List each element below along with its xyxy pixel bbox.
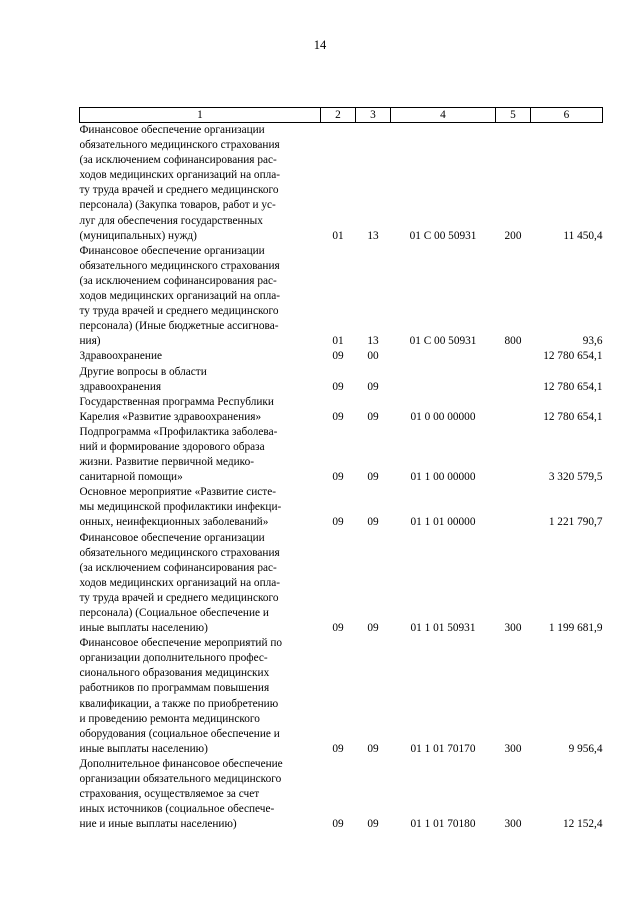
row-subsection: 13 bbox=[367, 335, 379, 348]
table-row bbox=[80, 395, 603, 425]
row-target-article bbox=[391, 349, 496, 364]
header-col-6: 6 bbox=[531, 108, 603, 123]
row-amount: 12 152,4 bbox=[562, 818, 603, 831]
row-expense-kind: 800 bbox=[504, 335, 522, 348]
row-subsection: 13 bbox=[367, 229, 379, 242]
table-row bbox=[80, 531, 603, 637]
row-section: 01 bbox=[332, 229, 344, 242]
budget-table bbox=[79, 107, 603, 832]
row-name: Основное мероприятие «Развитие систе- мы медицинской профилактики инфекци- онных, неинфекционных заболеваний» bbox=[79, 486, 282, 529]
row-expense-kind bbox=[496, 425, 531, 485]
row-name: Другие вопросы в области здравоохранения bbox=[79, 365, 207, 393]
row-name: Государственная программа Республики Карелия «Развитие здравоохранения» bbox=[79, 395, 274, 423]
table-row bbox=[80, 636, 603, 757]
row-expense-kind bbox=[496, 349, 531, 364]
row-amount: 12 780 654,1 bbox=[543, 350, 603, 363]
row-target-article: 01 1 01 00000 bbox=[410, 516, 476, 529]
row-expense-kind: 300 bbox=[504, 742, 522, 755]
table-row bbox=[80, 123, 603, 244]
row-section: 09 bbox=[332, 818, 344, 831]
row-target-article: 01 1 01 50931 bbox=[410, 622, 476, 635]
header-col-4: 4 bbox=[391, 108, 496, 123]
row-amount: 3 320 579,5 bbox=[548, 471, 603, 484]
table-row bbox=[80, 757, 603, 832]
row-subsection: 00 bbox=[367, 350, 379, 363]
row-section: 09 bbox=[332, 380, 344, 393]
row-expense-kind: 300 bbox=[504, 622, 522, 635]
row-name: Здравоохранение bbox=[79, 350, 163, 363]
row-section: 09 bbox=[332, 350, 344, 363]
row-section: 01 bbox=[332, 335, 344, 348]
row-target-article: 01 С 00 50931 bbox=[409, 229, 477, 242]
row-subsection: 09 bbox=[367, 380, 379, 393]
row-subsection: 09 bbox=[367, 410, 379, 423]
row-subsection: 09 bbox=[367, 471, 379, 484]
row-target-article bbox=[391, 365, 496, 395]
row-subsection: 09 bbox=[367, 622, 379, 635]
row-subsection: 09 bbox=[367, 818, 379, 831]
row-amount: 12 780 654,1 bbox=[543, 410, 603, 423]
row-amount: 9 956,4 bbox=[568, 742, 603, 755]
table-row bbox=[80, 349, 603, 364]
row-subsection: 09 bbox=[367, 516, 379, 529]
table-row bbox=[80, 485, 603, 530]
header-col-2: 2 bbox=[321, 108, 356, 123]
row-expense-kind: 300 bbox=[504, 818, 522, 831]
row-name: Финансовое обеспечение организации обязательного медицинского страхования (за исключением софинансирования рас- ходов медицинских организаций на опла- ту труда врачей и среднего медицинского персонала) (Социальное обеспечение и иные выплаты населению) bbox=[79, 531, 281, 635]
row-target-article: 01 1 01 70170 bbox=[410, 742, 476, 755]
table-row bbox=[80, 244, 603, 350]
page-number: 14 bbox=[313, 38, 327, 52]
row-target-article: 01 0 00 00000 bbox=[410, 410, 476, 423]
row-subsection: 09 bbox=[367, 742, 379, 755]
row-name: Финансовое обеспечение организации обязательного медицинского страхования (за исключением софинансирования рас- ходов медицинских организаций на опла- ту труда врачей и среднего медицинского персонала) (Иные бюджетные ассигнова- ния) bbox=[79, 244, 281, 348]
row-target-article: 01 С 00 50931 bbox=[409, 335, 477, 348]
row-section: 09 bbox=[332, 622, 344, 635]
row-amount: 12 780 654,1 bbox=[543, 380, 603, 393]
header-col-1: 1 bbox=[80, 108, 321, 123]
header-col-5: 5 bbox=[496, 108, 531, 123]
header-col-3: 3 bbox=[356, 108, 391, 123]
row-amount: 11 450,4 bbox=[563, 229, 603, 242]
row-expense-kind: 200 bbox=[504, 229, 522, 242]
row-amount: 1 199 681,9 bbox=[548, 622, 603, 635]
row-section: 09 bbox=[332, 410, 344, 423]
row-amount: 93,6 bbox=[582, 335, 603, 348]
row-target-article: 01 1 01 70180 bbox=[410, 818, 476, 831]
row-section: 09 bbox=[332, 471, 344, 484]
row-amount: 1 221 790,7 bbox=[548, 516, 603, 529]
table-body bbox=[80, 123, 603, 833]
row-name: Подпрограмма «Профилактика заболева- ний и формирование здорового образа жизни. Развитие первичной медико- санитарной помощи» bbox=[79, 425, 278, 484]
row-section: 09 bbox=[332, 516, 344, 529]
table-row bbox=[80, 425, 603, 485]
row-expense-kind bbox=[496, 485, 531, 530]
row-name: Финансовое обеспечение мероприятий по организации дополнительного профес- сионального образования медицинских работников по программам повышения квалификации, а также по приобретению и проведению ремонта медицинского оборудования (социальное обеспечение и иные выплаты населению) bbox=[79, 637, 283, 755]
table-row bbox=[80, 365, 603, 395]
row-name: Финансовое обеспечение организации обязательного медицинского страхования (за исключением софинансирования рас- ходов медицинских организаций на опла- ту труда врачей и среднего медицинского персонала) (Закупка товаров, работ и ус- луг для обеспечения государственных (муниципальных) нужд) bbox=[79, 124, 281, 242]
row-section: 09 bbox=[332, 742, 344, 755]
row-target-article: 01 1 00 00000 bbox=[410, 471, 476, 484]
row-name: Дополнительное финансовое обеспечение организации обязательного медицинского страхования, осуществляемое за счет иных источников (социальное обеспече- ние и иные выплаты населению) bbox=[79, 757, 283, 831]
header-row bbox=[80, 108, 603, 123]
row-expense-kind bbox=[496, 365, 531, 395]
row-expense-kind bbox=[496, 395, 531, 425]
